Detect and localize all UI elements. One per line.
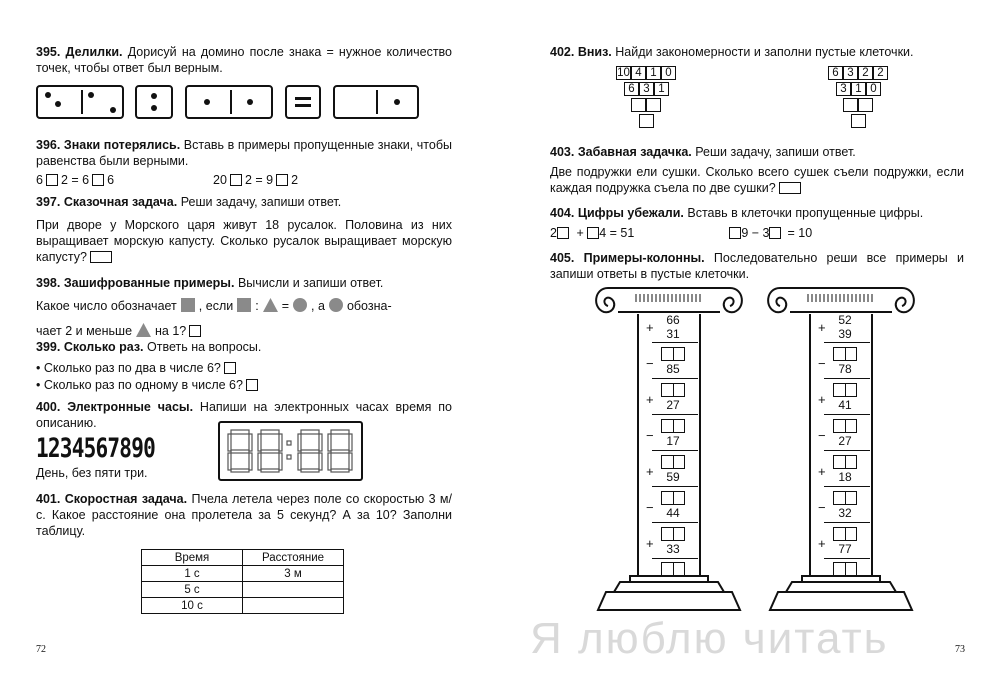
table-cell: 5 с [142,582,243,598]
answer-box[interactable] [833,527,857,541]
answer-box[interactable] [246,379,258,391]
answer-box[interactable] [779,182,801,194]
square-icon [181,297,195,320]
answer-box[interactable] [833,455,857,469]
task-398-header: 398. Зашифрованные примеры. Вычисли и запиши ответ. [36,276,384,290]
task-397-body: При дворе у Морского царя живут 18 русалок. Половина из них выращивает морскую капусту. Сколько русалок выращивает морскую капусту? [36,218,452,264]
answer-box[interactable] [833,419,857,433]
answer-box[interactable] [769,227,781,239]
table-header: Расстояние [243,550,344,566]
page-number: 72 [36,644,46,655]
task-400-header: 400. Электронные часы. Напиши на электронных часах время по описанию. [36,400,452,430]
answer-box[interactable] [661,455,685,469]
domino-3 [185,85,273,119]
table-cell: 1 с [142,566,243,582]
answer-box[interactable] [661,562,685,576]
answer-box[interactable] [661,383,685,397]
task-404-examples: 2 + 4 = 51 9 − 3 = 10 [550,226,813,240]
domino-1 [36,85,124,119]
answer-box[interactable] [833,562,857,576]
task-403-body: Две подружки ели сушки. Сколько всего сушек съели подружки, если каждая подружка съела по две сушки? [550,165,964,195]
page-number: 73 [955,644,965,655]
task-401: 401. Скоростная задача. Пчела летела через поле со скоростью 3 м/с. Какое расстояние она пролетела за 5 секунд? А за 10? Заполни таблицу. [36,492,452,538]
watermark: Я люблю читать [530,614,889,663]
answer-box[interactable] [833,347,857,361]
circle-icon [329,297,343,320]
task-405-header: 405. Примеры-колонны. Последовательно реши все примеры и запиши ответы в пустые клеточки. [550,251,964,281]
digital-digits: 1234567890 [36,433,155,464]
table-header: Время [142,550,243,566]
equals-domino [285,85,321,119]
answer-box[interactable] [276,174,288,186]
task-396: 396. Знаки потерялись. Вставь в примеры пропущенные знаки, чтобы равенства были верными. [36,138,452,168]
task-399-questions: • Сколько раз по два в числе 6? • Сколько раз по одному в числе 6? [36,360,452,394]
answer-box[interactable] [729,227,741,239]
table-cell-empty[interactable] [243,598,344,614]
answer-box[interactable] [189,325,201,337]
answer-box[interactable] [833,383,857,397]
answer-box[interactable] [90,251,112,263]
task-398-body: Какое число обозначает , если : = , а обозна- чает 2 и меньше на 1? [36,295,452,345]
answer-box[interactable] [92,174,104,186]
answer-box[interactable] [46,174,58,186]
answer-box[interactable] [224,362,236,374]
answer-box[interactable] [557,227,569,239]
table-cell: 3 м [243,566,344,582]
task-399-header: 399. Сколько раз. Ответь на вопросы. [36,340,262,354]
circle-icon [293,297,307,320]
answer-box[interactable] [661,491,685,505]
task-404-header: 404. Цифры убежали. Вставь в клеточки пропущенные цифры. [550,206,924,220]
electronic-clock[interactable] [218,421,363,481]
task-397-header: 397. Сказочная задача. Реши задачу, запиши ответ. [36,195,342,209]
task-403-header: 403. Забавная задачка. Реши задачу, запиши ответ. [550,145,856,159]
clock-caption: День, без пяти три. [36,466,148,480]
table-cell-empty[interactable] [243,582,344,598]
answer-box[interactable] [833,491,857,505]
domino-2 [135,85,173,119]
answer-box[interactable] [661,419,685,433]
square-icon [237,297,251,320]
answer-domino[interactable] [333,85,419,119]
speed-table [141,549,344,614]
right-page: 402. Вниз. Найди закономерности и заполни пустые клеточки. 10 4 1 0 6 3 1 6 3 2 2 3 1 0 403. Забавная задачка. Реши задачу, запиши ответ. Две подружки ели сушки. Сколько всего сушек съели подружки, если каждая подружка съела по две сушки? 404. Цифры убежали. Вставь в клеточки пропущенные цифры. 2 + 4 = 51 9 − 3 = 10 405. Примеры-колонны. Последовательно реши все примеры и запиши ответы в пустые клеточки. 66 + 31 − 85 + 27 − 17 + 59 − 44 + 33 52 + 39 − 78 + 41 − 27 + 18 − 32 + 77 73 [550,45,965,655]
triangle-icon [263,297,278,320]
answer-box[interactable] [230,174,242,186]
task-396-examples: 6 2 = 6 6 20 2 = 9 2 [36,173,299,187]
task-395: 395. Делилки. Дорисуй на домино после знака = нужное количество точек, чтобы ответ был верным. [36,45,453,75]
answer-box[interactable] [661,527,685,541]
answer-box[interactable] [661,347,685,361]
table-cell: 10 с [142,598,243,614]
task-402: 402. Вниз. Найди закономерности и заполни пустые клеточки. [550,45,914,59]
answer-box[interactable] [587,227,599,239]
